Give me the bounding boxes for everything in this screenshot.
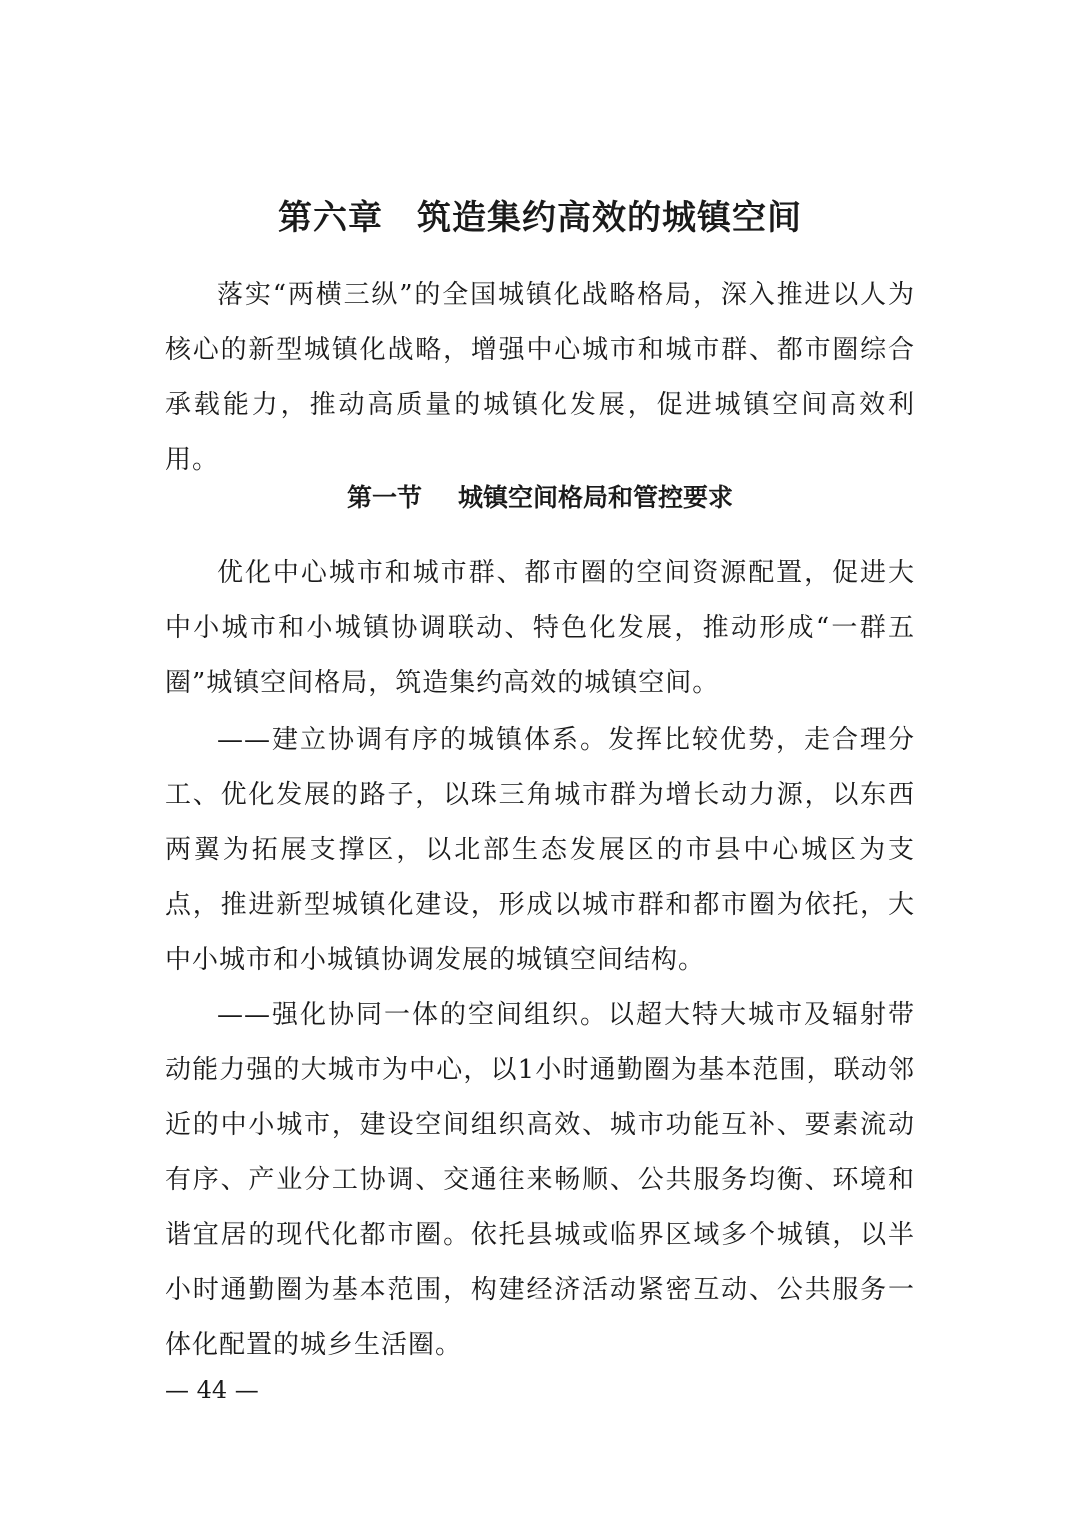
page-number: — 44 —: [165, 1376, 259, 1404]
section-heading: [0, 473, 1080, 523]
chapter-title: 筑造集约高效的城镇空间: [417, 198, 802, 238]
intro-paragraph: 落实“两横三纵”的全国城镇化战略格局，深入推进以人为核心的新型城镇化战略，增强中心城市和城市群、都市圈综合承载能力，推动高质量的城镇化发展，促进城镇空间高效利用。: [165, 280, 915, 475]
body-paragraph: ——建立协调有序的城镇体系。发挥比较优势，走合理分工、优化发展的路子，以珠三角城市群为增长动力源，以东西两翼为拓展支撑区，以北部生态发展区的市县中心城区为支点，推进新型城镇化建设，形成以城市群和都市圈为依托，大中小城市和小城镇协调发展的城镇空间结构。: [165, 725, 915, 975]
body-paragraph: 优化中心城市和城市群、都市圈的空间资源配置，促进大中小城市和小城镇协调联动、特色化发展，推动形成“一群五圈”城镇空间格局，筑造集约高效的城镇空间。: [165, 558, 915, 698]
chapter-heading: [0, 190, 1080, 246]
section-title: 城镇空间格局和管控要求: [458, 483, 734, 512]
body-paragraph: ——强化协同一体的空间组织。以超大特大城市及辐射带动能力强的大城市为中心，以1小时通勤圈为基本范围，联动邻近的中小城市，建设空间组织高效、城市功能互补、要素流动有序、产业分工协调、交通往来畅顺、公共服务均衡、环境和谐宜居的现代化都市圈。依托县城或临界区域多个城镇，以半小时通勤圈为基本范围，构建经济活动紧密互动、公共服务一体化配置的城乡生活圈。: [165, 1000, 915, 1360]
section-number: 第一节: [346, 483, 422, 512]
chapter-number: 第六章: [278, 198, 383, 238]
